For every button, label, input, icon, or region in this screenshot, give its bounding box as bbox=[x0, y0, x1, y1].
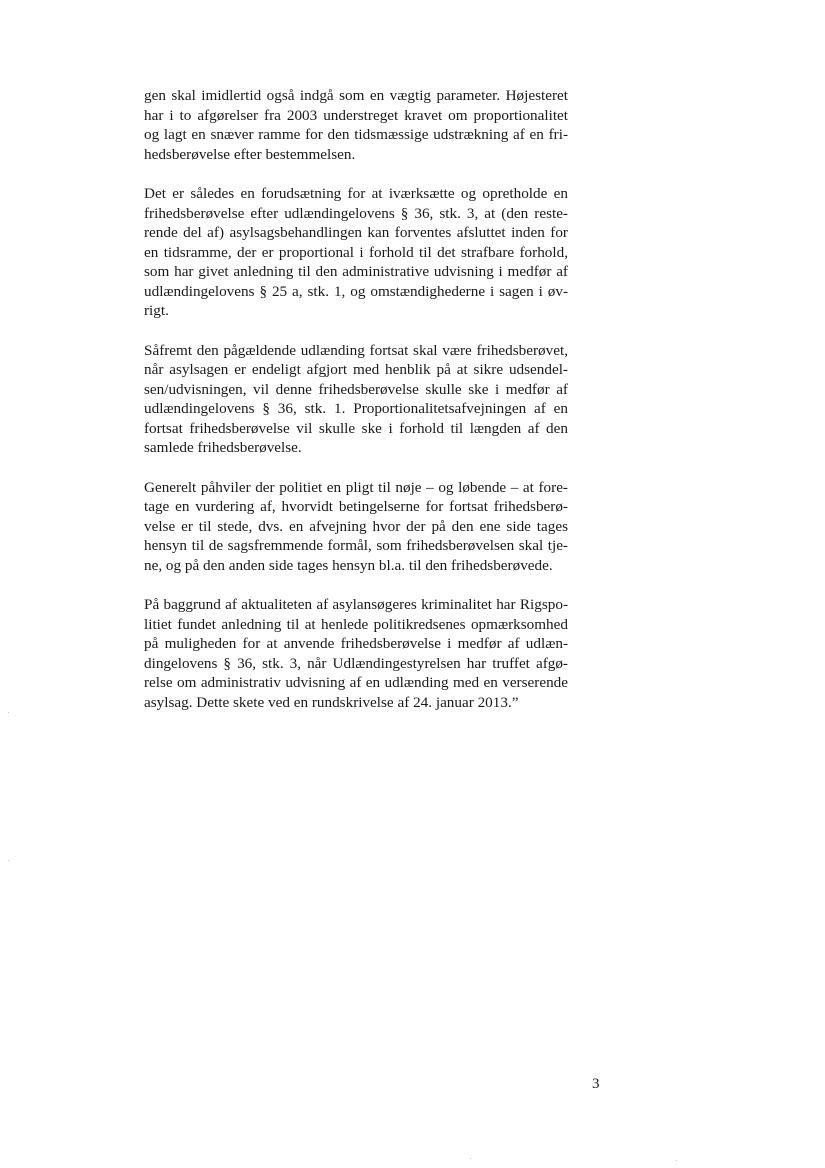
text-line: gen skal imidlertid også indgå som en vægtig parameter. Højesteret bbox=[144, 87, 568, 104]
text-line: på muligheden for at anvende frihedsberøvelse i medfør af udlæn- bbox=[144, 635, 568, 652]
text-line: frihedsberøvelse efter udlændingelovens § 36, stk. 3, at (den reste- bbox=[144, 204, 568, 222]
text-line: samlede frihedsberøvelse. bbox=[144, 439, 302, 456]
text-line: dingelovens § 36, stk. 3, når Udlændingestyrelsen har truffet afgø- bbox=[144, 654, 568, 672]
text-line: hensyn til de sagsfremmende formål, som frihedsberøvelsen skal tje- bbox=[144, 537, 568, 554]
text-line: og lagt en snæver ramme for den tidsmæssige udstrækning af en fri- bbox=[144, 126, 568, 143]
body-text bbox=[144, 86, 568, 712]
text-line: udlændingelovens § 25 a, stk. 1, og omstændighederne i sagen i øv- bbox=[144, 282, 568, 300]
text-line: rende del af) asylsagsbehandlingen kan forventes afsluttet inden for bbox=[144, 224, 568, 241]
page-number: 3 bbox=[592, 1076, 600, 1092]
text-line: asylsag. Dette skete ved en rundskrivelse af 24. januar 2013.” bbox=[144, 693, 519, 711]
text-line: fortsat frihedsberøvelse vil skulle ske i forhold til længden af den bbox=[144, 419, 568, 437]
text-line: På baggrund af aktualiteten af asylansøgeres kriminalitet har Rigspo- bbox=[144, 596, 568, 613]
paragraph bbox=[144, 341, 568, 458]
paragraph bbox=[144, 478, 568, 576]
text-line: har i to afgørelser fra 2003 understreget kravet om proportionalitet bbox=[144, 106, 568, 124]
text-line: hedsberøvelse efter bestemmelsen. bbox=[144, 145, 356, 163]
scan-speck bbox=[470, 1158, 471, 1159]
text-line: udlændingelovens § 36, stk. 1. Proportionalitetsafvejningen af en bbox=[144, 400, 568, 417]
text-line: når asylsagen er endeligt afgjort med henblik på at sikre udsendel- bbox=[144, 361, 568, 378]
text-line: litiet fundet anledning til at henlede politikredsenes opmærksomhed bbox=[144, 615, 568, 633]
scan-speck bbox=[676, 1160, 677, 1161]
text-line: Generelt påhviler der politiet en pligt til nøje – og løbende – at fore- bbox=[144, 478, 568, 496]
text-line: rigt. bbox=[144, 302, 169, 319]
scan-speck bbox=[8, 712, 9, 713]
text-line: velse er til stede, dvs. en afvejning hvor der på den ene side tages bbox=[144, 517, 568, 535]
text-line: sen/udvisningen, vil denne frihedsberøvelse skulle ske i medfør af bbox=[144, 380, 568, 398]
text-line: relse om administrativ udvisning af en udlænding med en verserende bbox=[144, 674, 568, 691]
text-line: ne, og på den anden side tages hensyn bl.a. til den frihedsberøvede. bbox=[144, 556, 553, 574]
text-line: Det er således en forudsætning for at iværksætte og opretholde en bbox=[144, 185, 568, 202]
text-line: tage en vurdering af, hvorvidt betingelserne for fortsat frihedsberø- bbox=[144, 498, 568, 515]
paragraph bbox=[144, 595, 568, 712]
text-line: en tidsramme, der er proportional i forhold til det strafbare forhold, bbox=[144, 243, 568, 261]
text-line: Såfremt den pågældende udlænding fortsat skal være frihedsberøvet, bbox=[144, 341, 568, 359]
text-line: som har givet anledning til den administrative udvisning i medfør af bbox=[144, 263, 568, 280]
scan-speck bbox=[8, 860, 9, 861]
paragraph bbox=[144, 86, 568, 164]
paragraph bbox=[144, 184, 568, 321]
